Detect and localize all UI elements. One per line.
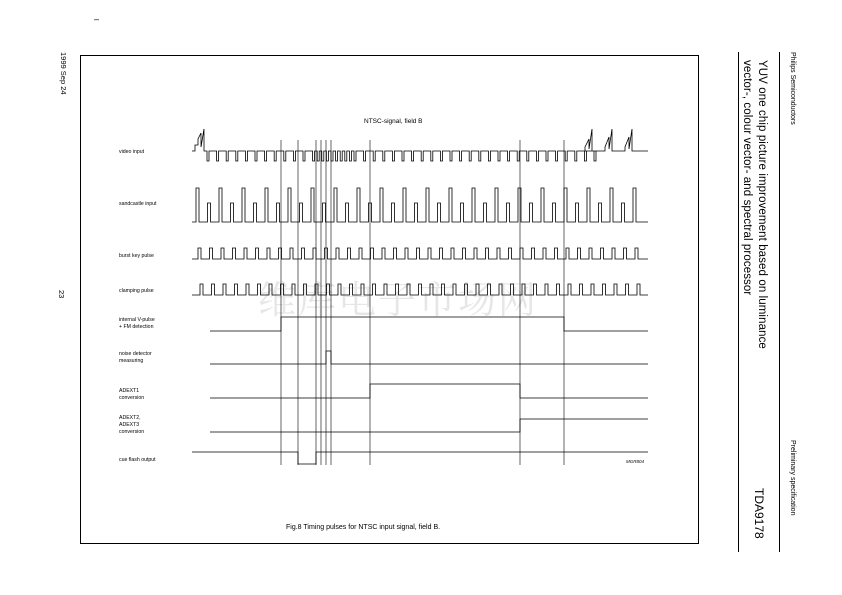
watermark-text: 维库电子市场网 [258, 278, 539, 322]
label-clamping-pulse: clamping pulse [119, 288, 154, 294]
label-vpulse-2: + FM detection [119, 324, 154, 330]
company-name: Philips Semiconductors [789, 52, 796, 125]
corner-mark: – [94, 14, 100, 24]
doc-date: 1999 Sep 24 [59, 52, 68, 95]
doc-title-line1: YUV one chip picture improvement based on luminance [756, 60, 768, 349]
trace-cue-flash [192, 452, 648, 464]
label-adext23-3: conversion [119, 429, 145, 435]
trace-video-input [192, 129, 648, 161]
doc-title-line2: vector-, colour vector- and spectral processor [741, 60, 753, 296]
label-vpulse: internal V-pulse [119, 317, 155, 323]
label-adext23-2: ADEXT3 [119, 422, 140, 428]
label-adext1-2: conversion [119, 395, 145, 401]
trace-noise [210, 351, 648, 364]
signal-labels [119, 149, 157, 463]
part-number: TDA9178 [752, 488, 766, 539]
label-adext23: ADEXT2, [119, 415, 141, 421]
timing-diagram [80, 55, 699, 544]
page-number: 23 [57, 290, 66, 299]
label-noise-detector: noise detector [119, 351, 152, 357]
label-sandcastle-input: sandcastle input [119, 201, 157, 207]
label-burst-key-pulse: burst key pulse [119, 253, 154, 259]
header-rule-outer [779, 52, 780, 552]
trace-adext1 [210, 384, 648, 398]
label-cue-flash: cue flash output [119, 457, 156, 463]
trace-burst-key [192, 248, 648, 259]
figure-title: NTSC-signal, field B [364, 118, 423, 125]
label-adext1: ADEXT1 [119, 388, 140, 394]
trace-adext23 [210, 419, 648, 432]
trace-sandcastle-input [192, 188, 648, 222]
figure-caption: Fig.8 Timing pulses for NTSC input signal, field B. [286, 524, 441, 531]
figure-code: MGR804 [626, 459, 645, 464]
label-noise-detector-2: measuring [119, 358, 144, 364]
doc-type: Preliminary specification [789, 440, 796, 516]
label-video-input: video input [119, 149, 145, 155]
header-rule-inner [738, 52, 739, 552]
